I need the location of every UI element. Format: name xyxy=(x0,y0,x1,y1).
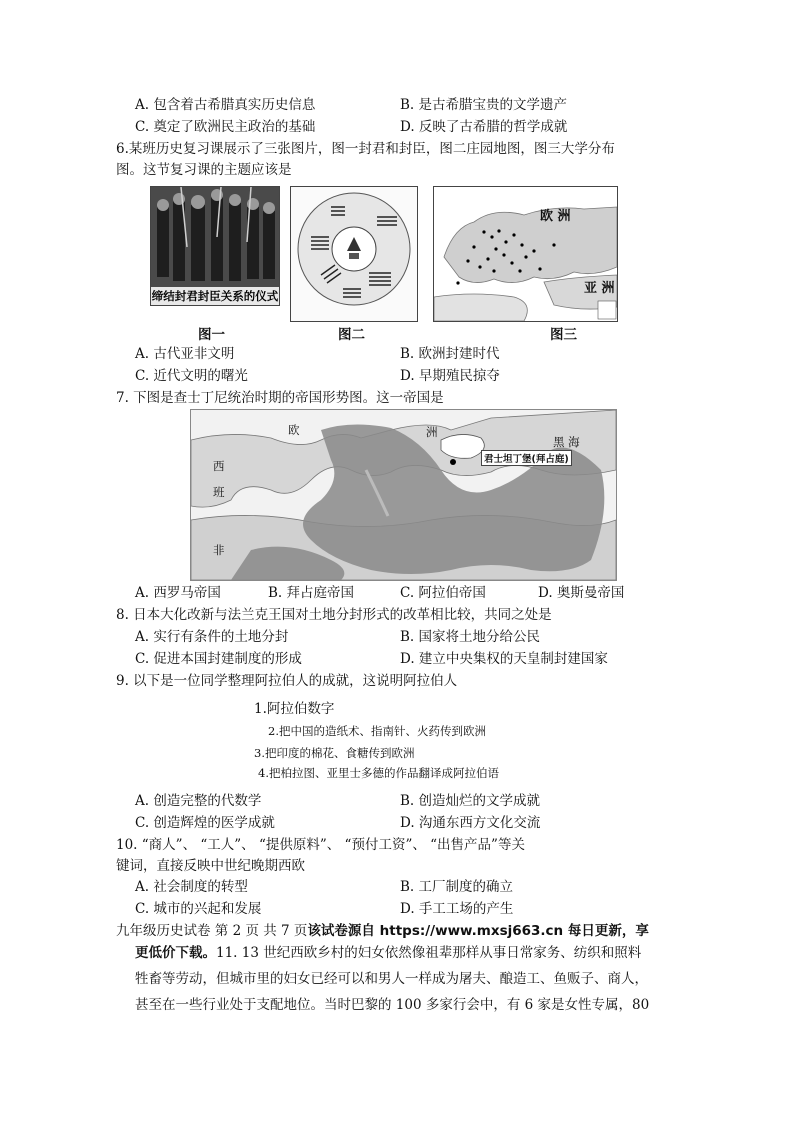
map-label-fei: 非 xyxy=(213,543,225,557)
q9-list-item-2: 2.把中国的造纸术、指南针、火药传到欧洲 xyxy=(268,724,486,738)
q9-list-item-3: 3.把印度的棉花、食糖传到欧洲 xyxy=(254,746,415,760)
q8-option-b: B. 国家将土地分给公民 xyxy=(400,629,541,645)
q6-stem-line1: 6.某班历史复习课展示了三张图片，图一封君和封臣，图二庄园地图，图三大学分布 xyxy=(116,141,615,157)
map3-europe-label: 欧 洲 xyxy=(540,209,571,224)
q7-option-d: D. 奥斯曼帝国 xyxy=(538,585,625,601)
q5-option-a: A. 包含着古希腊真实历史信息 xyxy=(135,97,316,113)
figure-3-university-map xyxy=(433,186,618,322)
q5-option-b: B. 是古希腊宝贵的文学遗产 xyxy=(400,97,568,113)
q5-option-c: C. 奠定了欧洲民主政治的基础 xyxy=(135,119,316,135)
q10-option-a: A. 社会制度的转型 xyxy=(135,879,248,895)
q9-list-item-4: 4.把柏拉图、亚里士多德的作品翻译成阿拉伯语 xyxy=(258,766,499,780)
q7-option-c: C. 阿拉伯帝国 xyxy=(400,585,486,601)
map-label-zhou: 洲 xyxy=(426,425,438,439)
q9-option-c: C. 创造辉煌的医学成就 xyxy=(135,815,275,831)
q11-stem-line1: 11. 13 世纪西欧乡村的妇女依然像祖辈那样从事日常家务、纺织和照料 xyxy=(216,945,642,961)
q9-option-b: B. 创造灿烂的文学成就 xyxy=(400,793,541,809)
q9-option-a: A. 创造完整的代数学 xyxy=(135,793,262,809)
manor-map-illustration xyxy=(291,187,417,321)
map-label-europe: 欧 xyxy=(288,423,300,437)
q10-option-c: C. 城市的兴起和发展 xyxy=(135,901,262,917)
q8-option-a: A. 实行有条件的土地分封 xyxy=(135,629,289,645)
q6-option-c: C. 近代文明的曙光 xyxy=(135,368,248,384)
q10-option-d: D. 手工工场的产生 xyxy=(400,901,514,917)
q9-list-item-1: 1.阿拉伯数字 xyxy=(254,701,335,717)
q6-option-b: B. 欧洲封建时代 xyxy=(400,346,500,362)
q7-option-a: A. 西罗马帝国 xyxy=(135,585,221,601)
page-footer: 九年级历史试卷 第 2 页 共 7 页 xyxy=(116,923,308,939)
q6-stem-line2: 图。这节复习课的主题应该是 xyxy=(116,162,292,178)
figure-2-caption: 图二 xyxy=(338,327,365,343)
figure-1-label: 缔结封君封臣关系的仪式 xyxy=(151,289,279,303)
q8-option-c: C. 促进本国封建制度的形成 xyxy=(135,651,302,667)
q5-option-d: D. 反映了古希腊的哲学成就 xyxy=(400,119,568,135)
q7-empire-map xyxy=(190,409,617,581)
q10-stem-line2: 键词，直接反映中世纪晚期西欧 xyxy=(116,858,305,874)
map-label-ban: 班 xyxy=(213,485,225,499)
q7-option-b: B. 拜占庭帝国 xyxy=(268,585,355,601)
figure-1-ceremony-image xyxy=(150,186,280,306)
q9-option-d: D. 沟通东西方文化交流 xyxy=(400,815,541,831)
q10-option-b: B. 工厂制度的确立 xyxy=(400,879,514,895)
footer-line-2 xyxy=(135,944,641,962)
q9-stem: 9. 以下是一位同学整理阿拉伯人的成就，这说明阿拉伯人 xyxy=(116,673,458,689)
q8-stem: 8. 日本大化改新与法兰克王国对土地分封形式的改革相比较，共同之处是 xyxy=(116,607,552,623)
q6-option-a: A. 古代亚非文明 xyxy=(135,346,235,362)
map-label-xi: 西 xyxy=(213,459,225,473)
university-map-illustration xyxy=(434,187,617,321)
map-label-constantinople: 君士坦丁堡(拜占庭) xyxy=(481,450,572,466)
footer-line-1 xyxy=(116,922,649,940)
figure-3-caption: 图三 xyxy=(550,327,577,343)
q8-option-d: D. 建立中央集权的天皇制封建国家 xyxy=(400,651,608,667)
q7-stem: 7. 下图是查士丁尼统治时期的帝国形势图。这一帝国是 xyxy=(116,390,444,406)
map-label-black-sea: 黑 海 xyxy=(553,435,580,449)
figure-2-manor-map xyxy=(290,186,418,322)
q11-stem-line3: 甚至在一些行业处于支配地位。当时巴黎的 100 多家行会中，有 6 家是女性专属，80 xyxy=(135,997,650,1013)
source-notice-cont: 更低价下载。 xyxy=(135,945,216,961)
q11-stem-line2: 牲畜等劳动，但城市里的妇女已经可以和男人一样成为屠夫、酿造工、鱼贩子、商人， xyxy=(135,971,648,987)
figure-1-caption: 图一 xyxy=(198,327,225,343)
q6-option-d: D. 早期殖民掠夺 xyxy=(400,368,500,384)
map3-asia-label: 亚 洲 xyxy=(584,281,615,296)
source-notice: 该试卷源自 https://www.mxsj663.cn 每日更新，享 xyxy=(307,923,649,939)
q10-stem-line1: 10. “商人”、 “工人”、 “提供原料”、 “预付工资”、 “出售产品”等关 xyxy=(116,837,525,853)
